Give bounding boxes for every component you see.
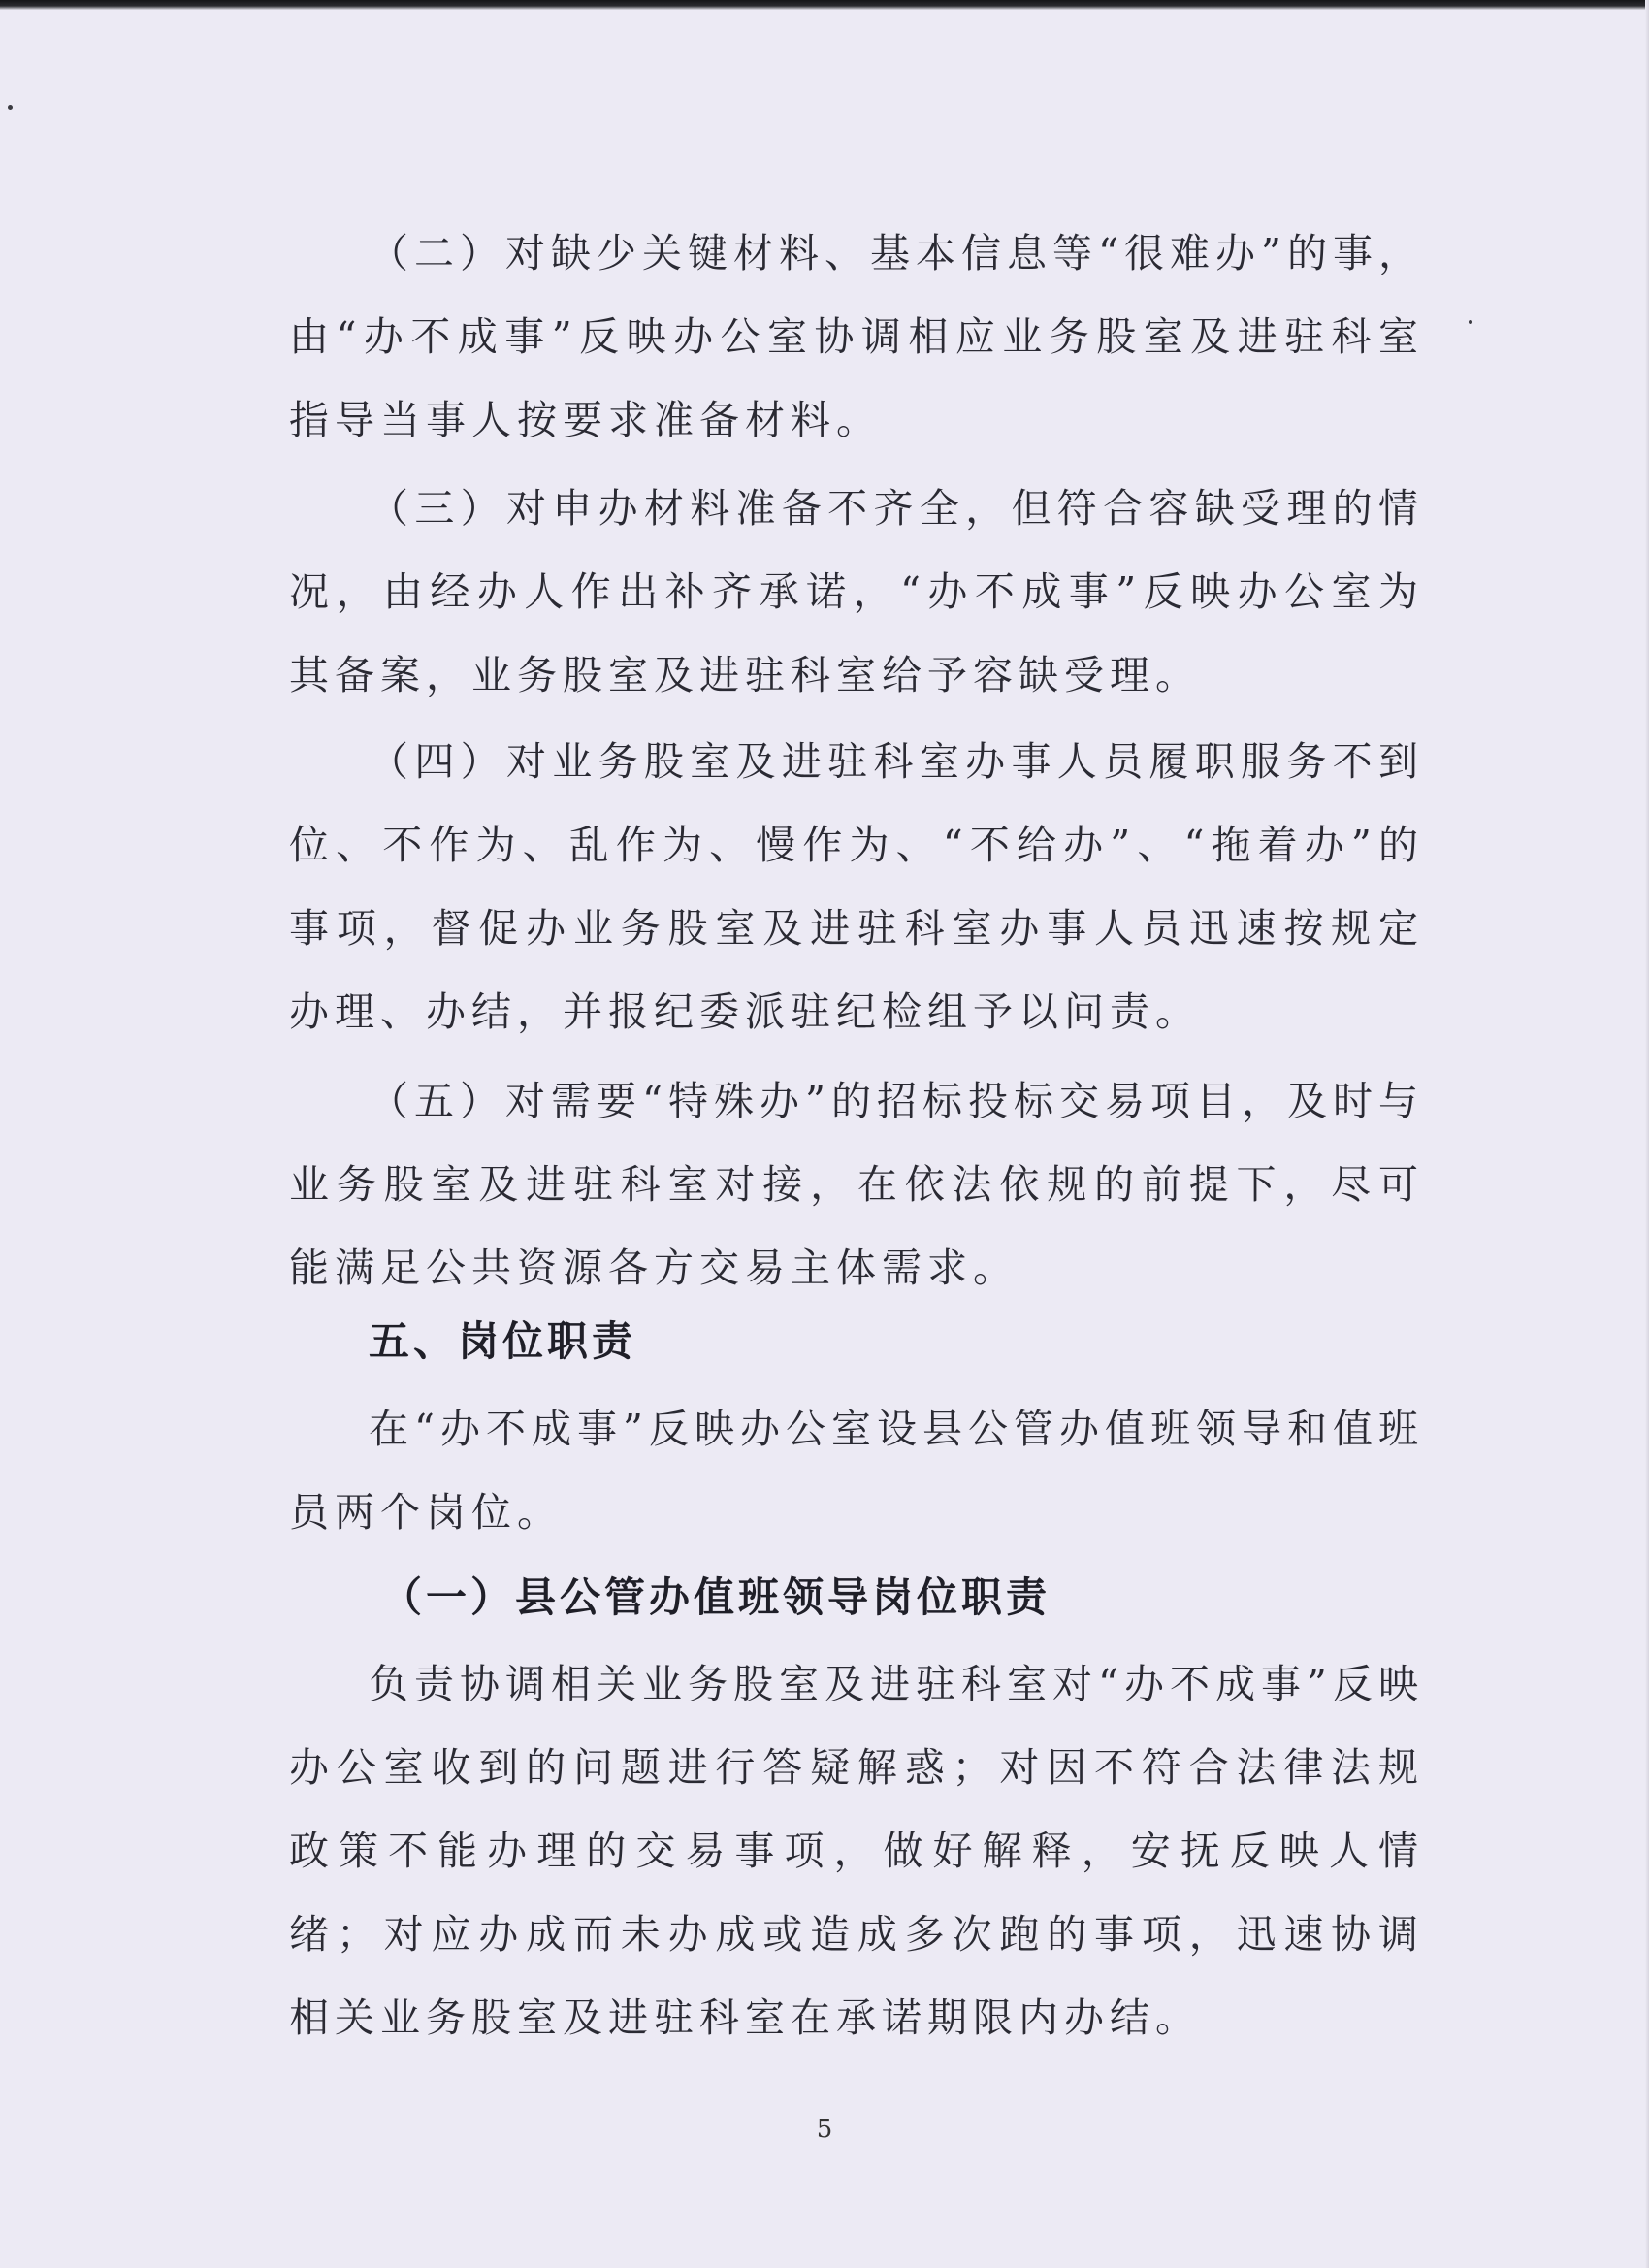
paragraph-item-4: （四）对业务股室及进驻科室办事人员履职服务不到位、不作为、乱作为、慢作为、“不给办”、“拖着办”的事项，督促办业务股室及进驻科室办事人员迅速按规定办理、办结，并报纪委派驻纪检组予以问责。 xyxy=(289,738,1424,1035)
paragraph-item-5: （五）对需要“特殊办”的招标投标交易项目，及时与业务股室及进驻科室对接，在依法依规的前提下，尽可能满足公共资源各方交易主体需求。 xyxy=(289,1078,1424,1291)
paragraph-item-3: （三）对申办材料准备不齐全，但符合容缺受理的情况，由经办人作出补齐承诺，“办不成事”反映办公室为其备案，业务股室及进驻科室给予容缺受理。 xyxy=(289,485,1424,698)
paragraph-item-2: （二）对缺少关键材料、基本信息等“很难办”的事，由“办不成事”反映办公室协调相应业务股室及进驻科室指导当事人按要求准备材料。 xyxy=(289,230,1424,443)
page-number: 5 xyxy=(816,2115,833,2144)
section-heading: 五、岗位职责 xyxy=(369,1317,637,1365)
subsection-body: 负责协调相关业务股室及进驻科室对“办不成事”反映办公室收到的问题进行答疑解惑；对因不符合法律法规政策不能办理的交易事项，做好解释，安抚反映人情绪；对应办成而未办成或造成多次跑的事项，迅速协调相关业务股室及进驻科室在承诺期限内办结。 xyxy=(289,1661,1424,2041)
subsection-heading: （一）县公管办值班领导岗位职责 xyxy=(381,1573,1051,1621)
section-intro: 在“办不成事”反映办公室设县公管办值班领导和值班员两个岗位。 xyxy=(289,1406,1424,1536)
